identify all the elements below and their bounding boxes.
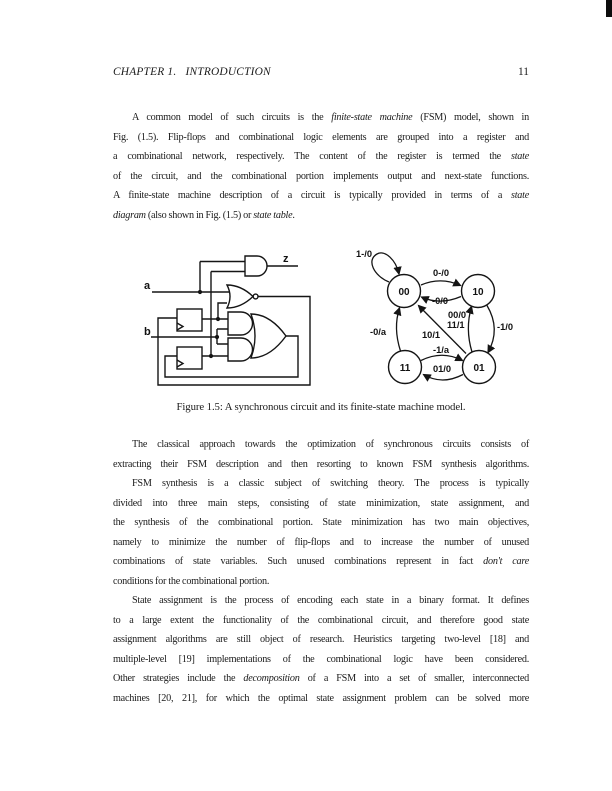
text-line: A common model of such circuits is the finite-state machine (FSM) model, shown in	[132, 112, 529, 123]
junction-dot	[198, 290, 202, 294]
junction-dot	[215, 335, 219, 339]
input-b-label: b	[144, 326, 151, 338]
fsm-label-01-00: 10/1	[422, 330, 441, 340]
body-paragraphs	[113, 435, 529, 708]
fsm-label-10-00: -0/0	[431, 296, 449, 306]
fsm-state-10-label: 10	[472, 287, 484, 298]
text-line: State assignment is the process of encoding each state in a binary format. It defines	[132, 595, 529, 606]
text-line: a combinational network, respectively. The content of the register is termed the state	[113, 151, 529, 162]
fsm-arc-00-10	[421, 281, 461, 286]
figure-caption: Figure 1.5: A synchronous circuit and its finite-state machine model.	[176, 401, 466, 413]
fsm-label-self-00: 1-/0	[356, 249, 373, 259]
circuit-diagram	[115, 248, 315, 393]
fsm-arc-10-01	[487, 306, 494, 353]
page-header	[113, 66, 529, 78]
fsm-arc-01-11	[424, 375, 464, 381]
text-line: multiple-level [19] implementations of the combinational logic have been considered.	[113, 653, 529, 665]
text-line: FSM synthesis is a classic subject of switching theory. The process is typically	[132, 478, 529, 489]
fsm-label-01-11: 01/0	[432, 364, 452, 374]
text-line: Fig. (1.5). Flip-flops and combinational logic elements are grouped into a register and	[113, 131, 529, 143]
text-line: The classical approach towards the optimization of synchronous circuits consists of	[132, 439, 529, 450]
fsm-label-10-01: -1/0	[497, 322, 514, 332]
and-gate-a	[228, 312, 253, 335]
fsm-arc-01-10	[468, 307, 472, 353]
text-line: extracting their FSM description and then resorting to known FSM synthesis algorithms.	[113, 458, 529, 470]
or-gate	[251, 314, 286, 358]
figure	[0, 240, 612, 405]
text-line: conditions for the combinational portion.	[113, 575, 270, 587]
text-line: namely to minimize the number of flip-flops and to increase the number of unused	[113, 536, 529, 548]
fsm-label-00-10: 0-/0	[432, 268, 450, 278]
page-number: 11	[518, 66, 529, 78]
output-z-label: z	[283, 253, 289, 265]
text-line: combinations of state variables. Such unused combinations represent in fact don't care	[113, 556, 529, 567]
nor-bubble	[253, 294, 258, 299]
ff1-out-wire	[202, 303, 228, 319]
flip-flop-2	[177, 347, 202, 369]
fsm-label-01-10-b: 11/1	[447, 320, 465, 330]
fsm-arc-11-01	[421, 355, 463, 360]
fsm-state-11-label: 11	[399, 363, 411, 374]
text-line: the synthesis of the combinational portion. State minimization has two main objectives,	[113, 517, 529, 528]
fsm-label-11-00: -0/a	[370, 327, 387, 337]
text-line: machines [20, 21], for which the optimal state assignment problem can be solved more	[113, 692, 529, 704]
fsm-state-01-label: 01	[473, 363, 485, 374]
junction-dot	[209, 354, 213, 358]
intro-paragraphs	[113, 108, 529, 225]
fsm-label-11-01: -1/a	[432, 345, 450, 355]
text-line: divided into three main steps, consisting of state minimization, state assignment, and	[113, 497, 529, 509]
fsm-state-00-label: 00	[398, 287, 410, 298]
scan-corner-mark	[606, 0, 612, 17]
text-line: diagram (also shown in Fig. (1.5) or state table.	[113, 209, 295, 221]
and-gate-top	[245, 256, 267, 276]
text-line: of the circuit, and the combinational portion implements output and next-state functions.	[113, 170, 529, 182]
chapter-title: CHAPTER 1. INTRODUCTION	[113, 66, 271, 78]
junction-dot	[216, 317, 220, 321]
nor-gate	[227, 285, 253, 308]
and-gate-b	[228, 338, 253, 361]
fsm-label-01-10-a: 00/0	[448, 310, 467, 320]
fsm-diagram	[330, 240, 550, 400]
text-line: assignment algorithms are still object of research. Heuristics targeting two-level [18] and	[113, 634, 529, 645]
text-line: to a large extent the functionality of the combinational circuit, and therefore good state	[113, 614, 529, 626]
input-a-label: a	[144, 280, 151, 292]
text-line: Other strategies include the decomposition of a FSM into a set of smaller, interconnected	[113, 673, 529, 684]
fsm-arc-11-00	[396, 308, 400, 351]
text-line: A finite-state machine description of a circuit is typically provided in terms of a state	[113, 190, 529, 201]
